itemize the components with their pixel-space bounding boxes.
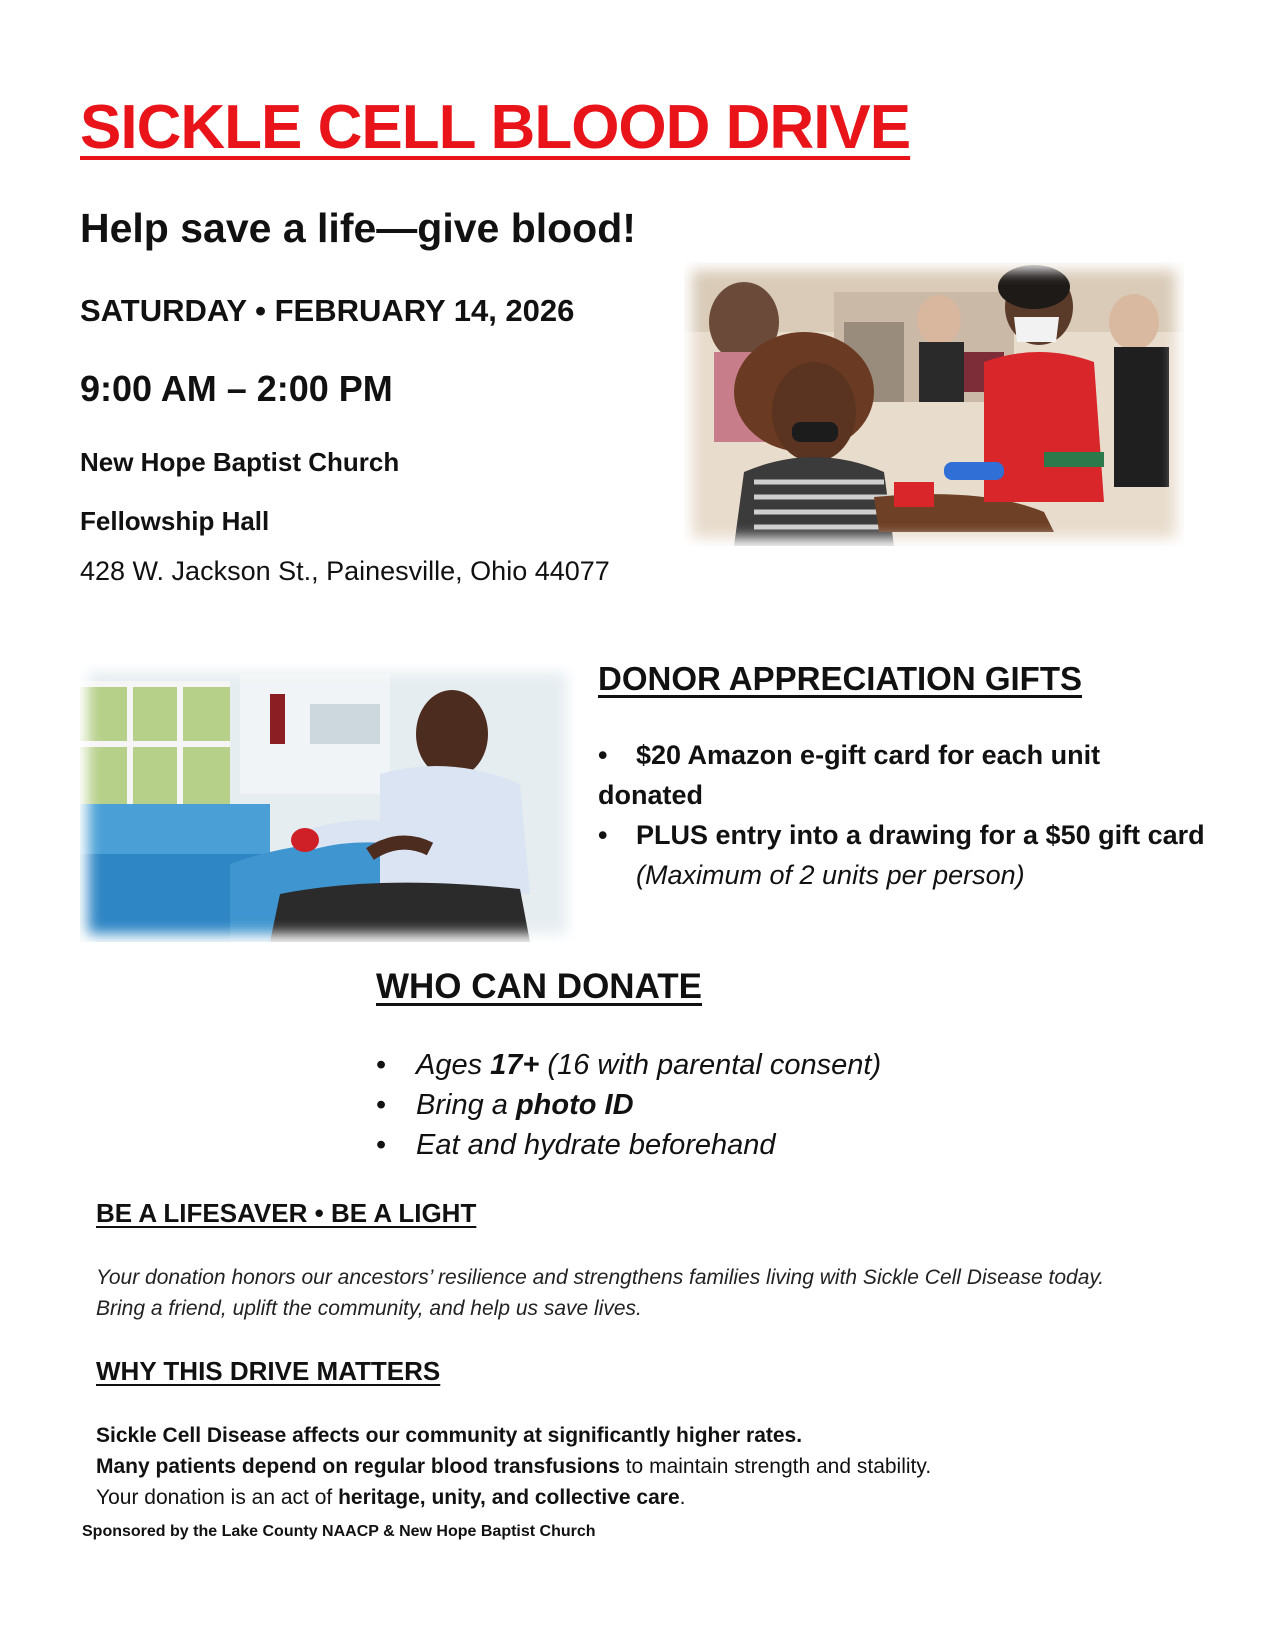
why-line-3-pre: Your donation is an act of [96,1486,339,1509]
why-heading: WHY THIS DRIVE MATTERS [96,1356,441,1386]
flyer-subtitle: Help save a life—give blood! [80,205,636,251]
why-line-3-bold: heritage, unity, and collective care [338,1486,680,1509]
gifts-heading: DONOR APPRECIATION GIFTS [598,660,1083,697]
bullet: • [598,740,608,770]
why-line-3-post: . [679,1486,686,1509]
venue-room: Fellowship Hall [80,506,270,536]
why-paragraph [96,1420,1216,1513]
who-item-1-text: Ages [416,1049,491,1081]
who-item-2-text: Bring a [416,1089,516,1121]
photo-illustration [684,262,1184,546]
blood-donation-photo-donor [80,664,575,942]
who-item-1-age: 17+ [490,1049,540,1081]
gift-item-1-text: $20 Amazon e‑gift card for each unit [636,740,1101,770]
bullet: • [376,1049,387,1081]
gift-item-2-note: (Maximum of 2 units per person) [636,860,1025,890]
event-date: SATURDAY • FEBRUARY 14, 2026 [80,293,575,328]
bullet: • [376,1089,387,1121]
list-item [376,1125,881,1165]
who-item-2-id: photo ID [515,1089,634,1121]
lifesaver-paragraph [96,1262,1216,1324]
gift-item-2-text: PLUS entry into a drawing for a $50 gift card [636,820,1205,850]
venue-address: 428 W. Jackson St., Painesville, Ohio 44077 [80,556,610,586]
blood-donation-photo-nurse [684,262,1184,546]
who-item-3-text: Eat and hydrate beforehand [416,1129,776,1161]
list-item [376,1085,881,1125]
gifts-list [598,735,1218,895]
flyer-title: SICKLE CELL BLOOD DRIVE [80,93,911,162]
lifesaver-line-1: Your donation honors our ancestors’ resilience and strengthens families living with Sickle Cell Disease today. [96,1266,1105,1289]
lifesaver-line-2: Bring a friend, uplift the community, and help us save lives. [96,1297,642,1320]
who-can-donate-list [376,1045,881,1165]
sponsor-line: Sponsored by the Lake County NAACP & New Hope Baptist Church [82,1523,596,1540]
who-item-1-consent: (16 with parental consent) [539,1049,882,1081]
who-can-donate-heading: WHO CAN DONATE [376,967,702,1006]
why-line-2-bold: Many patients depend on regular blood transfusions [96,1455,620,1478]
list-item [376,1045,881,1085]
gift-item-1-continued: donated [598,780,703,810]
lifesaver-heading: BE A LIFESAVER • BE A LIGHT [96,1198,477,1228]
bullet: • [376,1129,387,1161]
bullet: • [598,820,608,850]
photo-illustration [80,664,575,942]
list-item [598,815,1218,895]
why-line-1: Sickle Cell Disease affects our community at significantly higher rates. [96,1424,803,1447]
venue-name: New Hope Baptist Church [80,447,400,477]
why-line-2-rest: to maintain strength and stability. [619,1455,932,1478]
list-item [598,735,1218,815]
event-time: 9:00 AM – 2:00 PM [80,368,393,409]
